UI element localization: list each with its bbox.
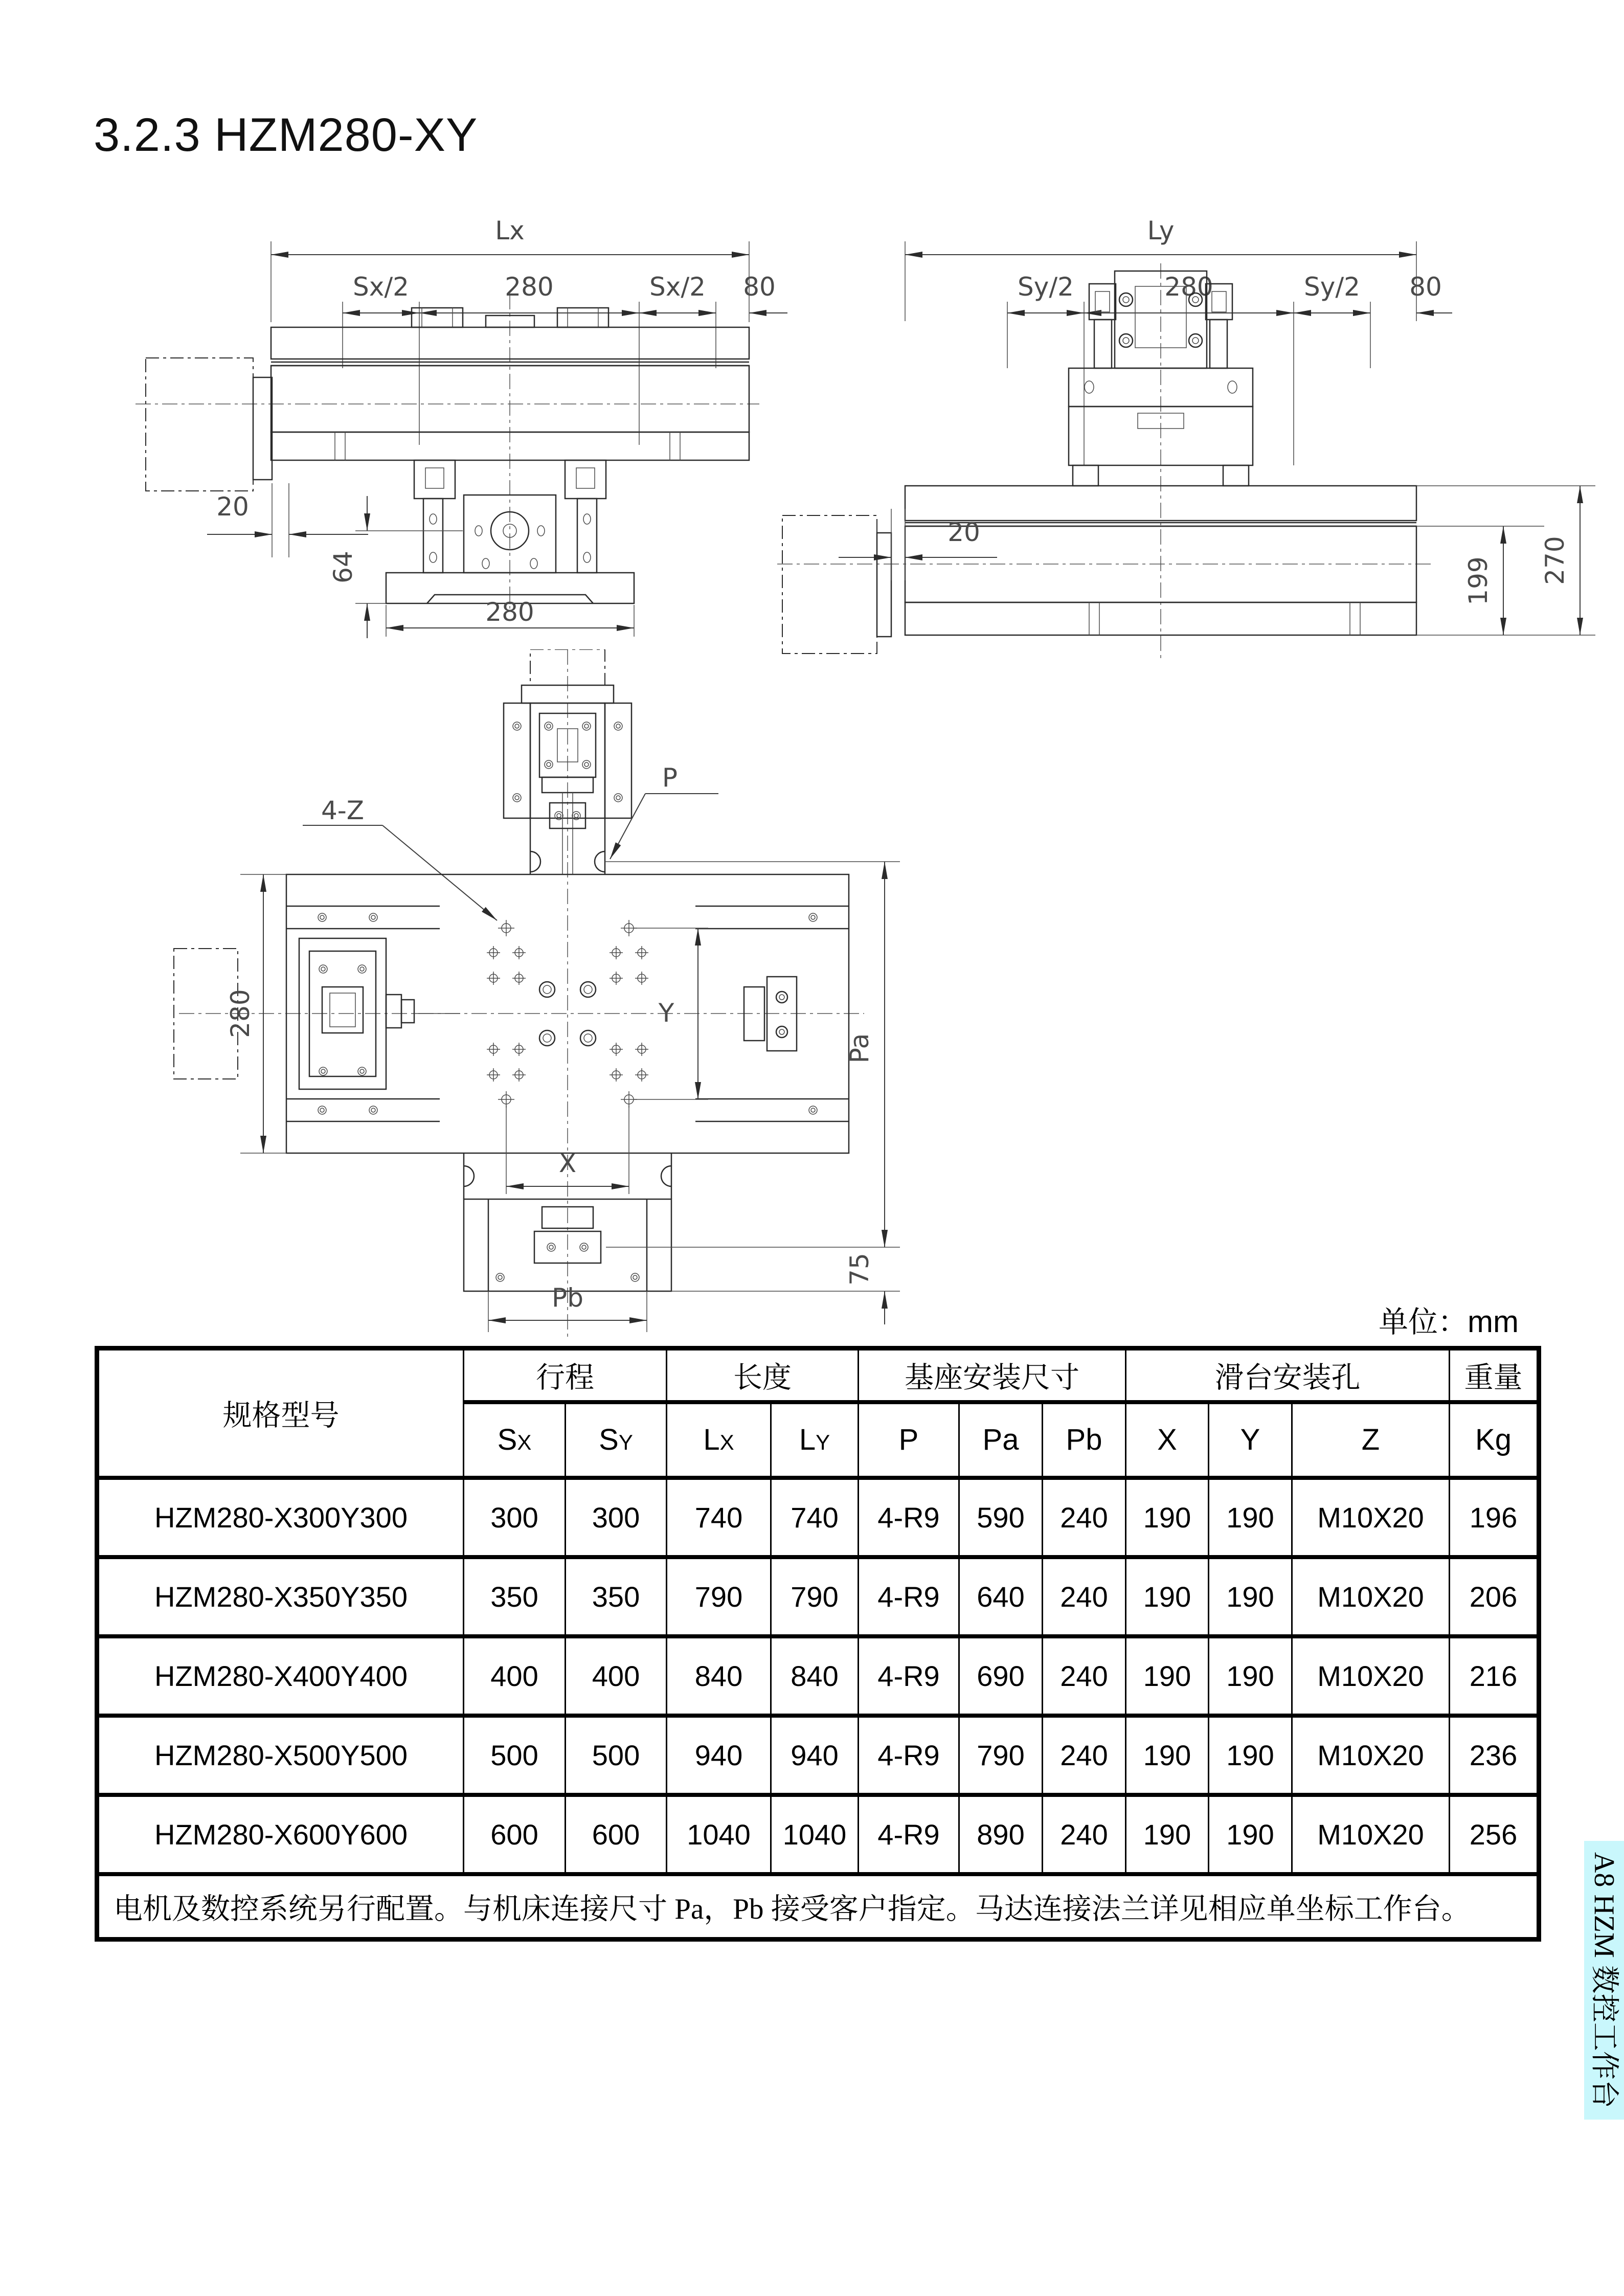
label-4z: 4-Z <box>321 796 365 825</box>
side-centerlines <box>777 263 1432 660</box>
side-dim-20 <box>839 509 997 580</box>
front-motor <box>146 358 272 491</box>
table-row: HZM280-X500Y500 500 500 940 940 4-R9 790 240 190 190 M10X20 236 <box>97 1716 1539 1795</box>
sub-header-pb: Pb <box>1043 1402 1126 1478</box>
dim-label-80: 80 <box>743 272 776 302</box>
sub-header-kg: Kg <box>1450 1402 1539 1478</box>
dim-label-x: X <box>558 1149 577 1178</box>
dim-label-20: 20 <box>948 517 980 547</box>
table-row: HZM280-X300Y300 300 300 740 740 4-R9 590 240 190 190 M10X20 196 <box>97 1478 1539 1557</box>
front-centerlines <box>136 294 759 609</box>
plan-view-drawing <box>153 649 905 1345</box>
col-header-model: 规格型号 <box>97 1348 464 1478</box>
side-motor <box>782 515 891 654</box>
dim-label-280-bottom: 280 <box>485 597 534 627</box>
dim-label-sx2-right: Sx/2 <box>649 272 706 302</box>
dim-label-lx: Lx <box>495 216 525 245</box>
dim-label-280-top: 280 <box>1164 272 1213 302</box>
unit-label-cn: 单位： <box>1379 1305 1468 1339</box>
plan-dim-280-left <box>225 874 286 1153</box>
front-view-drawing <box>128 199 808 649</box>
side-dims-right <box>1416 486 1595 635</box>
sub-header-lx: LX <box>667 1402 771 1478</box>
cell-model: HZM280-X350Y350 <box>97 1557 464 1636</box>
sub-header-z: Z <box>1292 1402 1450 1478</box>
unit-label-value: mm <box>1468 1304 1519 1339</box>
table-row: HZM280-X600Y600 600 600 1040 1040 4-R9 890 240 190 190 M10X20 256 <box>97 1795 1539 1874</box>
page-title: 3.2.3 HZM280-XY <box>94 109 478 161</box>
sub-header-sx: SX <box>464 1402 566 1478</box>
cell-model: HZM280-X500Y500 <box>97 1716 464 1795</box>
table-footnote: 电机及数控系统另行配置。与机床连接尺寸 Pa，Pb 接受客户指定。马达连接法兰详见相应单坐标工作台。 <box>97 1874 1539 1940</box>
dim-label-64: 64 <box>328 551 358 583</box>
label-p: P <box>662 763 678 793</box>
group-header-base-mount: 基座安装尺寸 <box>859 1348 1126 1402</box>
plan-centerlines <box>179 649 864 1337</box>
dim-label-75: 75 <box>845 1253 874 1286</box>
dim-label-pb: Pb <box>552 1283 583 1313</box>
group-header-slide-holes: 滑台安装孔 <box>1126 1348 1450 1402</box>
dim-label-20: 20 <box>216 492 249 522</box>
sub-header-pa: Pa <box>959 1402 1043 1478</box>
dim-label-ly: Ly <box>1147 216 1175 245</box>
side-view-drawing <box>762 199 1600 716</box>
dim-label-pa: Pa <box>845 1033 874 1064</box>
front-dim-20 <box>207 483 368 557</box>
dim-label-280-top: 280 <box>505 272 554 302</box>
dim-label-280-left: 280 <box>225 989 255 1038</box>
dim-label-sy2-right: Sy/2 <box>1304 272 1360 302</box>
plan-dim-pa-75 <box>606 862 900 1324</box>
dim-label-sx2-left: Sx/2 <box>353 272 409 302</box>
chapter-side-tab <box>1584 1841 1624 2120</box>
sub-header-p: P <box>859 1402 959 1478</box>
sub-header-y: Y <box>1209 1402 1292 1478</box>
table-row: HZM280-X350Y350 350 350 790 790 4-R9 640 240 190 190 M10X20 206 <box>97 1557 1539 1636</box>
cell-model: HZM280-X300Y300 <box>97 1478 464 1557</box>
sub-header-sy: SY <box>566 1402 667 1478</box>
dim-label-sy2-left: Sy/2 <box>1018 272 1074 302</box>
unit-label <box>1176 1298 1519 1341</box>
spec-table <box>95 1346 1541 1942</box>
plan-leader-4z <box>303 796 497 920</box>
group-header-travel: 行程 <box>464 1348 667 1402</box>
plan-dim-x <box>506 1106 629 1194</box>
group-header-weight: 重量 <box>1450 1348 1539 1402</box>
sub-header-x: X <box>1126 1402 1209 1478</box>
dim-label-y: Y <box>658 998 674 1028</box>
plan-leader-p <box>605 763 900 862</box>
cell-model: HZM280-X400Y400 <box>97 1636 464 1716</box>
sub-header-ly: LY <box>771 1402 859 1478</box>
dim-label-80: 80 <box>1409 272 1442 302</box>
cell-model: HZM280-X600Y600 <box>97 1795 464 1874</box>
group-header-length: 长度 <box>667 1348 859 1402</box>
chapter-side-tab-label: A8 HZM 数控工作台 <box>1588 1852 1620 2108</box>
dim-label-199: 199 <box>1463 556 1493 605</box>
table-row: HZM280-X400Y400 400 400 840 840 4-R9 690 240 190 190 M10X20 216 <box>97 1636 1539 1716</box>
dim-label-270: 270 <box>1540 536 1570 585</box>
